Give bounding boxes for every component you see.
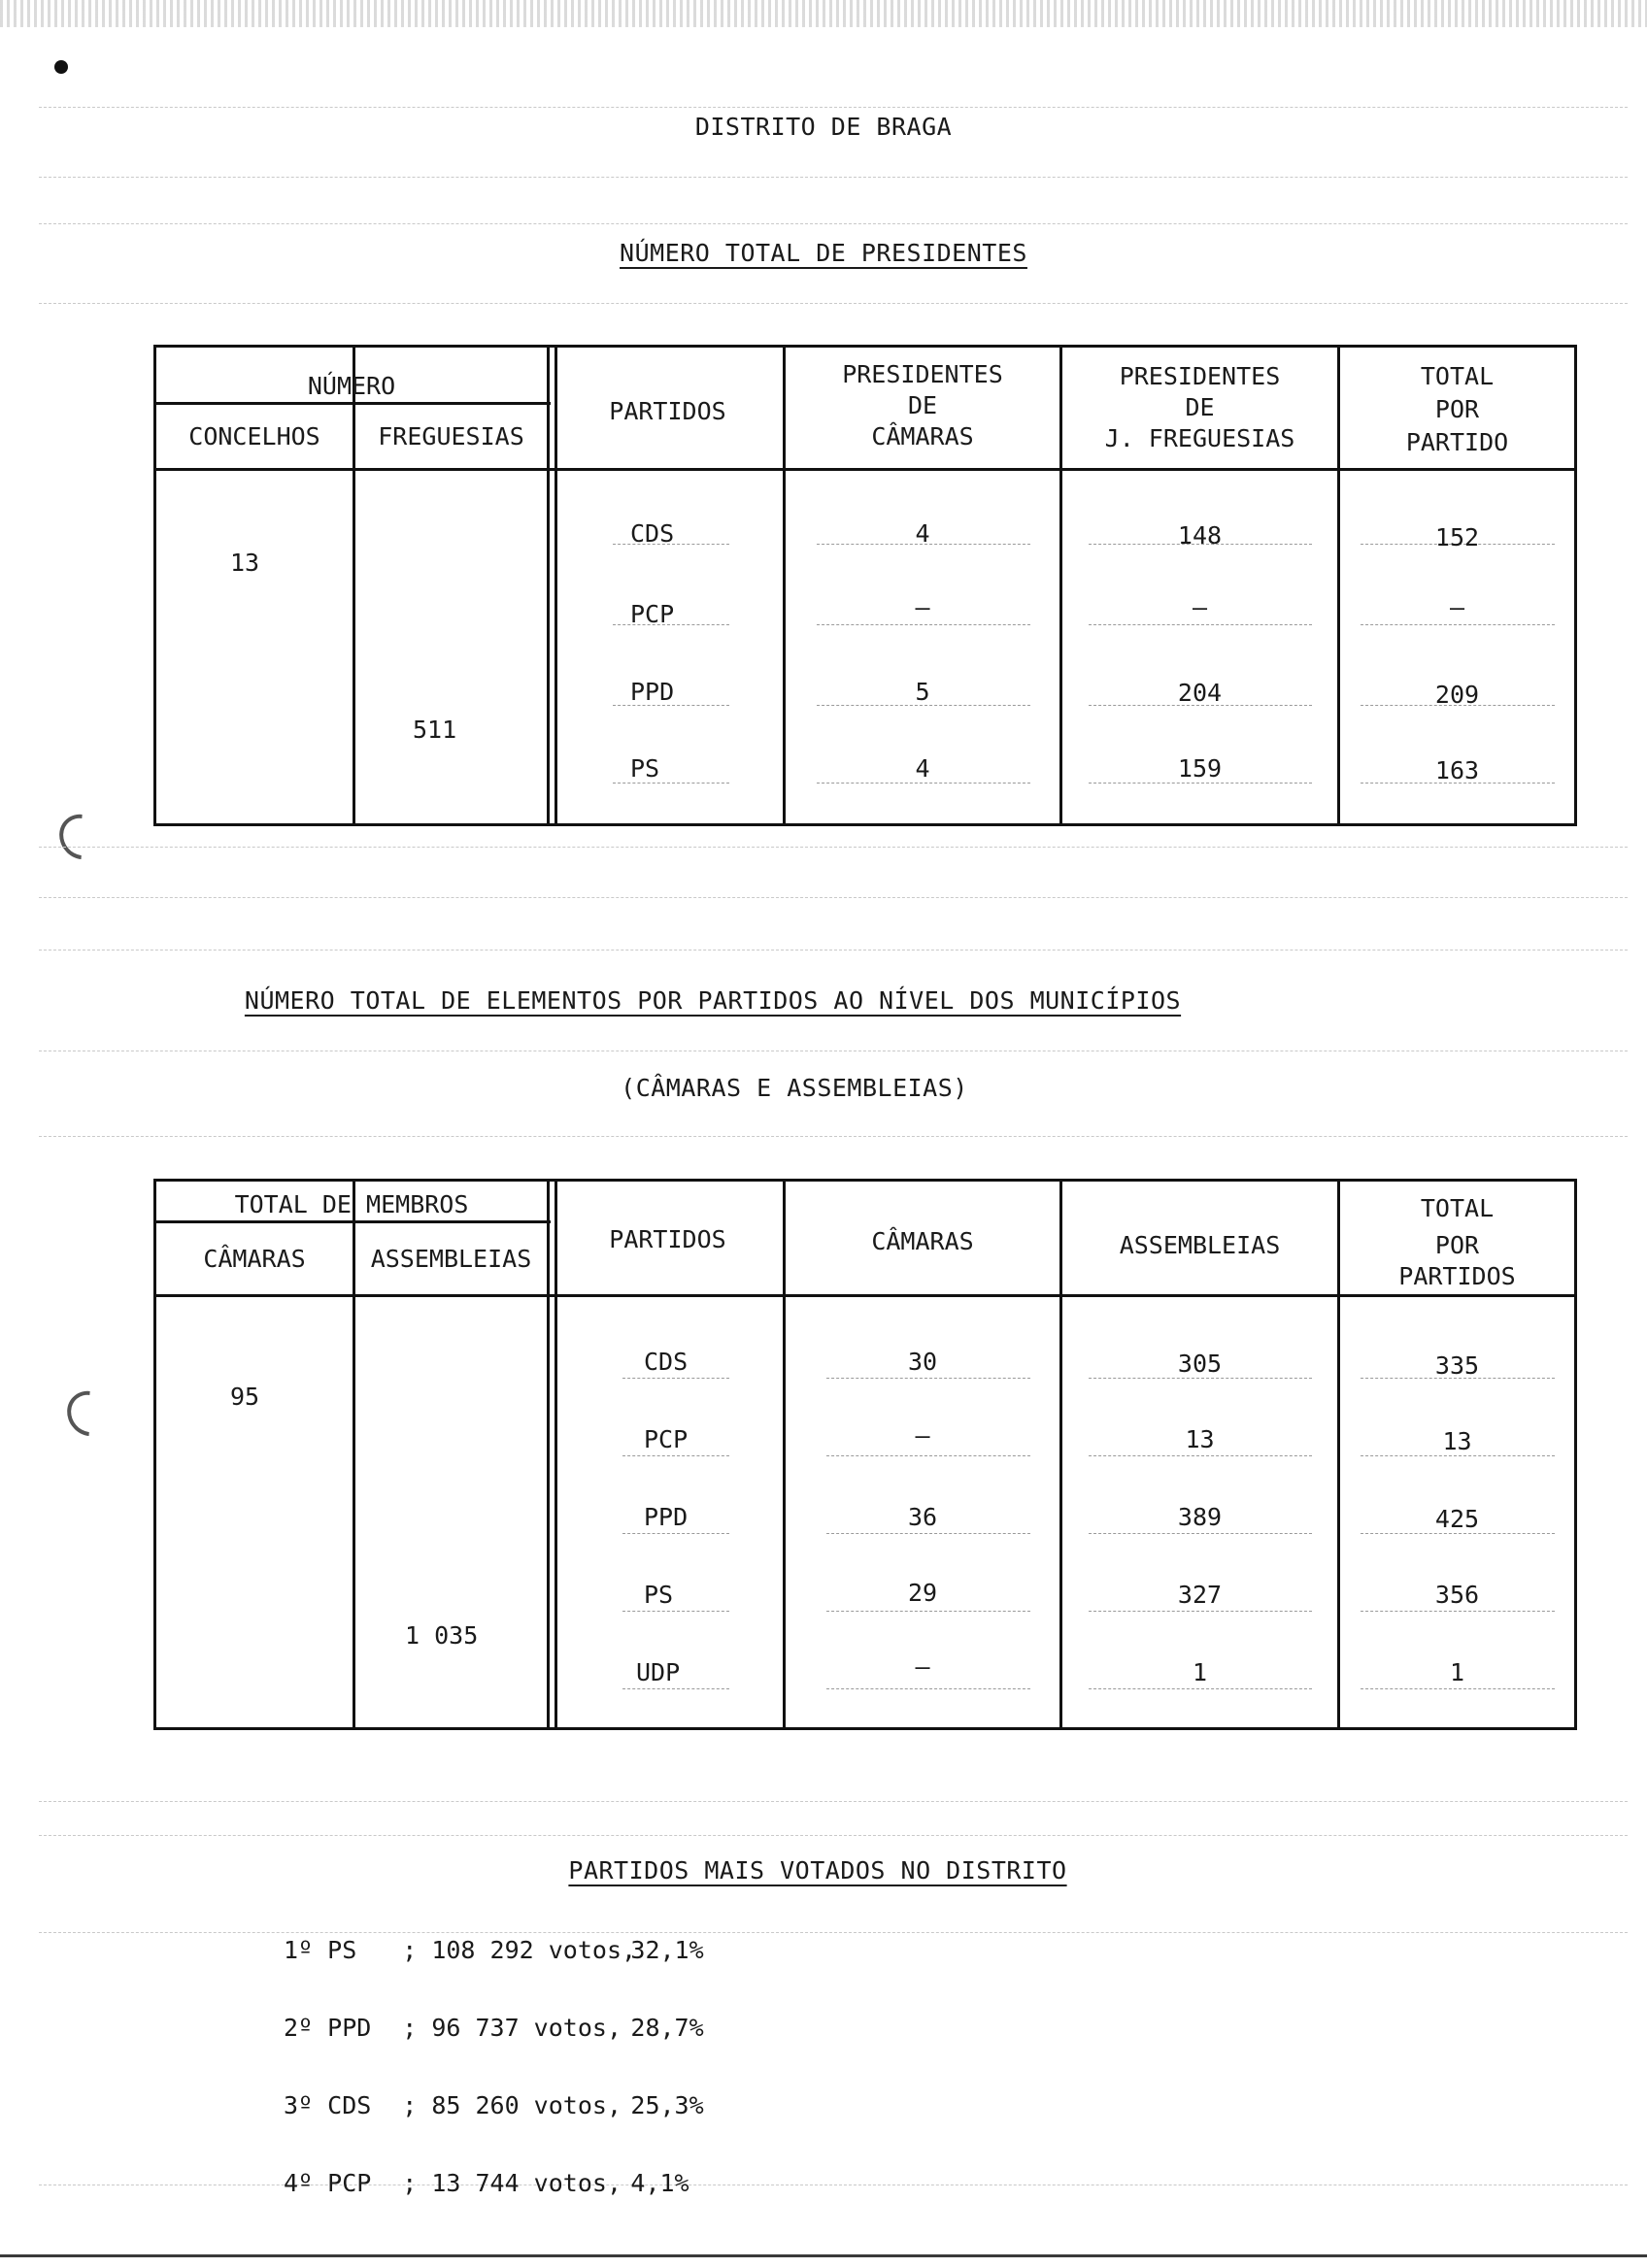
party-udp: UDP [636, 1658, 681, 1686]
header-camaras: CÂMARAS [203, 1245, 306, 1273]
ranking-item: 2º PPD ; 96 737 votos, 28,7% [284, 2014, 704, 2042]
assembleias-ppd: 389 [1177, 1503, 1223, 1531]
header-total-1: TOTAL [1420, 362, 1495, 390]
total-ps: 163 [1434, 756, 1480, 784]
pres-camaras-ps: 4 [915, 754, 930, 783]
header-assembleias-col: ASSEMBLEIAS [1119, 1231, 1281, 1259]
assembleias-pcp: 13 [1185, 1425, 1215, 1453]
header-assembleias: ASSEMBLEIAS [370, 1245, 532, 1273]
party-pcp: PCP [630, 600, 675, 628]
party-cds: CDS [630, 519, 675, 548]
members-subheading: (CÂMARAS E ASSEMBLEIAS) [621, 1074, 968, 1102]
assembleias-cds: 305 [1177, 1350, 1223, 1378]
header-partidos: PARTIDOS [609, 1225, 726, 1253]
header-pres-freguesias-3: J. FREGUESIAS [1104, 424, 1295, 452]
party-ppd: PPD [630, 678, 675, 706]
members-table [153, 1179, 1577, 1730]
presidents-table [153, 345, 1577, 826]
total-udp: 1 [1449, 1658, 1465, 1686]
header-total-membros: TOTAL DE MEMBROS [234, 1190, 469, 1218]
header-partidos: PARTIDOS [609, 397, 726, 425]
header-freguesias: FREGUESIAS [378, 422, 524, 450]
header-pres-camaras-3: CÂMARAS [871, 422, 974, 450]
header-total-1: TOTAL [1420, 1194, 1495, 1222]
pres-camaras-cds: 4 [915, 519, 930, 548]
pres-camaras-pcp: — [915, 593, 930, 621]
camaras-ppd: 36 [907, 1503, 938, 1531]
header-numero: NÚMERO [307, 372, 396, 400]
header-total-3: PARTIDO [1405, 428, 1509, 456]
total-ps: 356 [1434, 1581, 1480, 1609]
ranking-item: 4º PCP ; 13 744 votos, 4,1% [284, 2169, 689, 2197]
header-total-3: PARTIDOS [1398, 1262, 1516, 1290]
scan-top-edge [0, 0, 1647, 27]
total-ppd: 425 [1434, 1505, 1480, 1533]
freguesias-value: 511 [413, 716, 457, 744]
total-pcp: — [1449, 593, 1465, 621]
concelhos-value: 13 [230, 549, 260, 577]
header-total-2: POR [1434, 395, 1480, 423]
ranking-item: 3º CDS ; 85 260 votos, 25,3% [284, 2091, 704, 2119]
camaras-udp: — [915, 1652, 930, 1681]
ink-blot [54, 60, 68, 74]
pres-freguesias-ps: 159 [1177, 754, 1223, 783]
header-concelhos: CONCELHOS [188, 422, 320, 450]
presidents-heading: NÚMERO TOTAL DE PRESIDENTES [620, 239, 1027, 267]
party-ps: PS [630, 754, 660, 783]
punch-hole-mark [50, 805, 114, 868]
camaras-value: 95 [230, 1383, 260, 1411]
pres-freguesias-cds: 148 [1177, 521, 1223, 550]
party-ps: PS [644, 1581, 674, 1609]
party-pcp: PCP [644, 1425, 689, 1453]
district-title: DISTRITO DE BRAGA [694, 113, 953, 141]
assembleias-value: 1 035 [405, 1621, 479, 1650]
camaras-ps: 29 [907, 1579, 938, 1607]
header-pres-freguesias-1: PRESIDENTES [1119, 362, 1281, 390]
header-pres-freguesias-2: DE [1185, 393, 1215, 421]
party-cds: CDS [644, 1348, 689, 1376]
total-cds: 152 [1434, 523, 1480, 551]
members-heading: NÚMERO TOTAL DE ELEMENTOS POR PARTIDOS AO NÍVEL DOS MUNICÍPIOS [244, 986, 1182, 1015]
punch-hole-mark [58, 1382, 121, 1445]
header-pres-camaras-2: DE [907, 391, 938, 419]
header-camaras-col: CÂMARAS [871, 1227, 974, 1255]
header-total-2: POR [1434, 1231, 1480, 1259]
pres-freguesias-pcp: — [1192, 593, 1208, 621]
total-pcp: 13 [1442, 1427, 1472, 1455]
scan-bottom-edge [0, 2254, 1647, 2257]
total-cds: 335 [1434, 1351, 1480, 1380]
pres-freguesias-ppd: 204 [1177, 679, 1223, 707]
pres-camaras-ppd: 5 [915, 678, 930, 706]
ranking-item: 1º PS ; 108 292 votos, 32,1% [284, 1936, 704, 1964]
header-pres-camaras-1: PRESIDENTES [842, 360, 1003, 388]
ranking-heading: PARTIDOS MAIS VOTADOS NO DISTRITO [568, 1856, 1067, 1884]
assembleias-udp: 1 [1192, 1658, 1208, 1686]
camaras-pcp: — [915, 1421, 930, 1450]
camaras-cds: 30 [907, 1348, 938, 1376]
party-ppd: PPD [644, 1503, 689, 1531]
assembleias-ps: 327 [1177, 1581, 1223, 1609]
total-ppd: 209 [1434, 681, 1480, 709]
